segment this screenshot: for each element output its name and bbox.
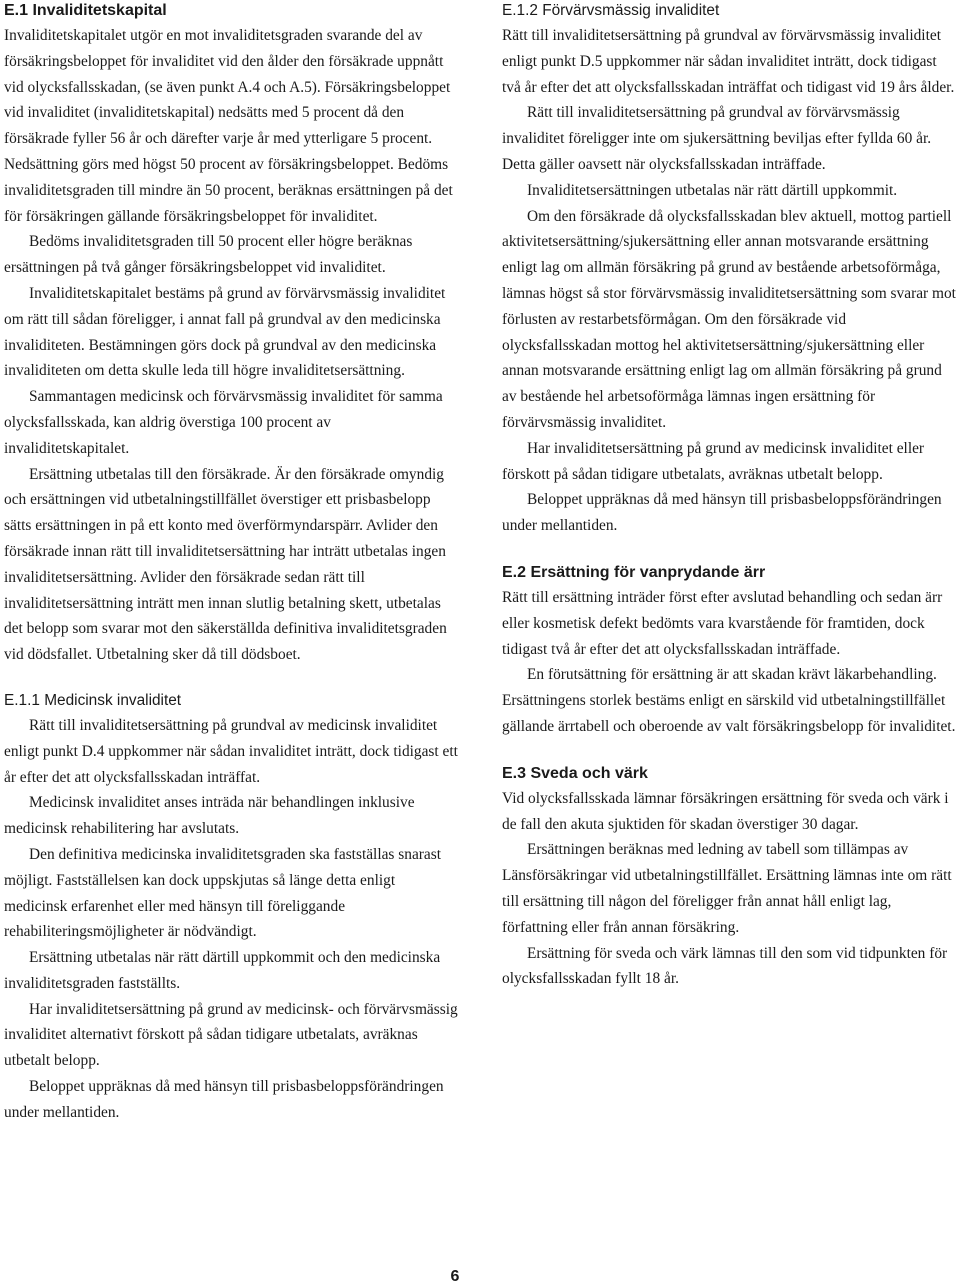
e1-2-paragraph-1: Rätt till invaliditetsersättning på grundval av förvärvsmässig invaliditet enligt punkt D.5 uppkommer när sådan invaliditet inträtt, dock tidigast två år efter det att olycksfallsskadan inträffat och tidigast vid 19 års ålder. (502, 27, 955, 96)
e1-1-paragraph-3: Den definitiva medicinska invaliditetsgraden ska fastställas snarast möjligt. Fastställelsen kan dock uppskjutas så länge detta enligt medicinsk erfarenhet eller med hänsyn till föreliggande rehabiliteringsmöjligheter är nödvändigt. (4, 845, 442, 941)
e1-1-paragraph-2: Medicinsk invaliditet anses inträda när behandlingen inklusive medicinsk rehabilitering har avslutats. (4, 794, 415, 838)
e1-2-paragraph-5: Har invaliditetsersättning på grund av medicinsk invaliditet eller förskott på sådan tidigare utbetalats, avräknas utbetalt belopp. (502, 439, 925, 483)
subsection-heading-e1-2: E.1.2 Förvärvsmässig invaliditet (502, 2, 720, 19)
e1-2-paragraph-2: Rätt till invaliditetsersättning på grundval av förvärvsmässig invaliditet föreligger inte om sjukersättning beviljas efter fyllda 60 år. Detta gäller oavsett när olycksfallsskadan inträffade. (502, 104, 932, 173)
e1-2-paragraph-6: Beloppet uppräknas då med hänsyn till prisbasbeloppsförändringen under mellantiden. (502, 491, 942, 535)
e1-paragraph-1: Invaliditetskapitalet utgör en mot invaliditetsgraden svarande del av försäkringsbeloppet för invaliditet vid den ålder den försäkrade uppnått vid olycksfallsskadan, (se även punkt A.4 och A.5). Försäkringsbeloppet vid invaliditet (invaliditetskapital) nedsätts med 5 procent då den försäkrade fyller 56 år och därefter varje år med ytterligare 5 procent. Nedsättning görs med högst 50 procent av försäkringsbeloppet. Bedöms invaliditetsgraden till mindre än 50 procent, beräknas ersättningen på det för försäkringen gällande försäkringsbeloppet för invaliditet. (4, 27, 453, 225)
e2-paragraph-2: En förutsättning för ersättning är att skadan krävt läkarbehandling. Ersättningens storlek bestäms enligt en särskild vid utbetalningstillfället gällande ärrtabell och oberoende av valt försäkringsbelopp för invaliditet. (502, 666, 956, 735)
e1-2-paragraph-3: Invaliditetsersättningen utbetalas när rätt därtill uppkommit. (527, 181, 898, 199)
subsection-heading-e1-1: E.1.1 Medicinsk invaliditet (4, 691, 182, 709)
e3-paragraph-2: Ersättningen beräknas med ledning av tabell som tillämpas av Länsförsäkringar vid utbetalningstillfället. Ersättning lämnas inte om rätt till ersättning till någon del föreligger från annat håll enligt lag, författning eller från annan försäkring. (502, 841, 952, 936)
e2-paragraph-1: Rätt till ersättning inträder först efter avslutad behandling och sedan ärr eller kosmetisk defekt bedömts vara kvarstående för framtiden, dock tidigast två år efter det att olycksfallsskadan inträffade. (502, 588, 943, 658)
e1-1-paragraph-6: Beloppet uppräknas då med hänsyn till prisbasbeloppsförändringen under mellantiden. (4, 1078, 444, 1121)
e3-paragraph-1: Vid olycksfallsskada lämnar försäkringen ersättning för sveda och värk i de fall den akuta sjuktiden för skadan överstiger 30 dagar. (502, 789, 949, 833)
e1-paragraph-3: Invaliditetskapitalet bestäms på grund av förvärvsmässig invaliditet om rätt till sådan föreligger, i annat fall på grundval av den medicinska invaliditeten. Bestämningen görs dock på grundval av den medicinska invaliditeten om detta skulle leda till högre invaliditetsersättning. (4, 284, 446, 380)
e3-paragraph-3: Ersättning för sveda och värk lämnas till den som vid tidpunkten för olycksfallsskadan fyllt 18 år. (502, 944, 948, 988)
right-column (502, 0, 958, 992)
e1-2-paragraph-4: Om den försäkrade då olycksfallsskadan blev aktuell, mottog partiell aktivitetsersättning/sjukersättning eller annan motsvarande ersättning enligt lag om allmän försäkring på grund av bestående arbetsoförmåga, lämnas högst så stor förvärvsmässig invaliditetsersättning som svarar mot förlusten av restarbetsförmågan. Om den försäkrade vid olycksfallsskadan mottog hel aktivitetsersättning/sjukersättning eller annan motsvarande ersättning enligt lag om allmän försäkring på grund av bestående hel arbetsoförmåga lämnas ingen ersättning för förvärvsmässig invaliditet. (502, 207, 956, 431)
e1-1-paragraph-4: Ersättning utbetalas när rätt därtill uppkommit och den medicinska invaliditetsgraden fastställts. (4, 949, 441, 992)
e1-paragraph-5: Ersättning utbetalas till den försäkrade. Är den försäkrade omyndig och ersättningen vid utbetalningstillfället överstiger ett prisbasbelopp sätts ersättningen in på ett konto med överförmyndarspärr. Avlider den försäkrade innan rätt till invaliditetsersättning har inträtt utbetalas ingen invaliditetsersättning. Avlider den försäkrade sedan rätt till invaliditetsersättning inträtt men innan slutlig betalning skett, utbetalas det belopp som svarar mot den säkerställda definitiva invaliditetsgraden vid dödsfallet. Utbetalning sker då till dödsboet. (4, 465, 447, 664)
e1-paragraph-2: Bedöms invaliditetsgraden till 50 procent eller högre beräknas ersättningen på två gånger försäkringsbeloppet vid invaliditet. (4, 233, 413, 277)
page-number: 6 (450, 1268, 460, 1285)
section-heading-e1: E.1 Invaliditetskapital (4, 2, 167, 19)
e1-paragraph-4: Sammantagen medicinsk och förvärvsmässig invaliditet för samma olycksfallsskada, kan aldrig överstiga 100 procent av invaliditetskapitalet. (4, 388, 443, 457)
e1-1-paragraph-5: Har invaliditetsersättning på grund av medicinsk- och förvärvsmässig invaliditet alternativt förskott på sådan tidigare utbetalats, avräknas utbetalt belopp. (4, 1000, 458, 1070)
section-heading-e3: E.3 Sveda och värk (502, 764, 648, 782)
left-column (4, 0, 460, 1126)
section-heading-e2: E.2 Ersättning för vanprydande ärr (502, 563, 766, 581)
e1-1-paragraph-1: Rätt till invaliditetsersättning på grundval av medicinsk invaliditet enligt punkt D.4 uppkommer när sådan invaliditet inträtt, dock tidigast ett år efter det att olycksfallsskadan inträffat. (4, 716, 458, 786)
